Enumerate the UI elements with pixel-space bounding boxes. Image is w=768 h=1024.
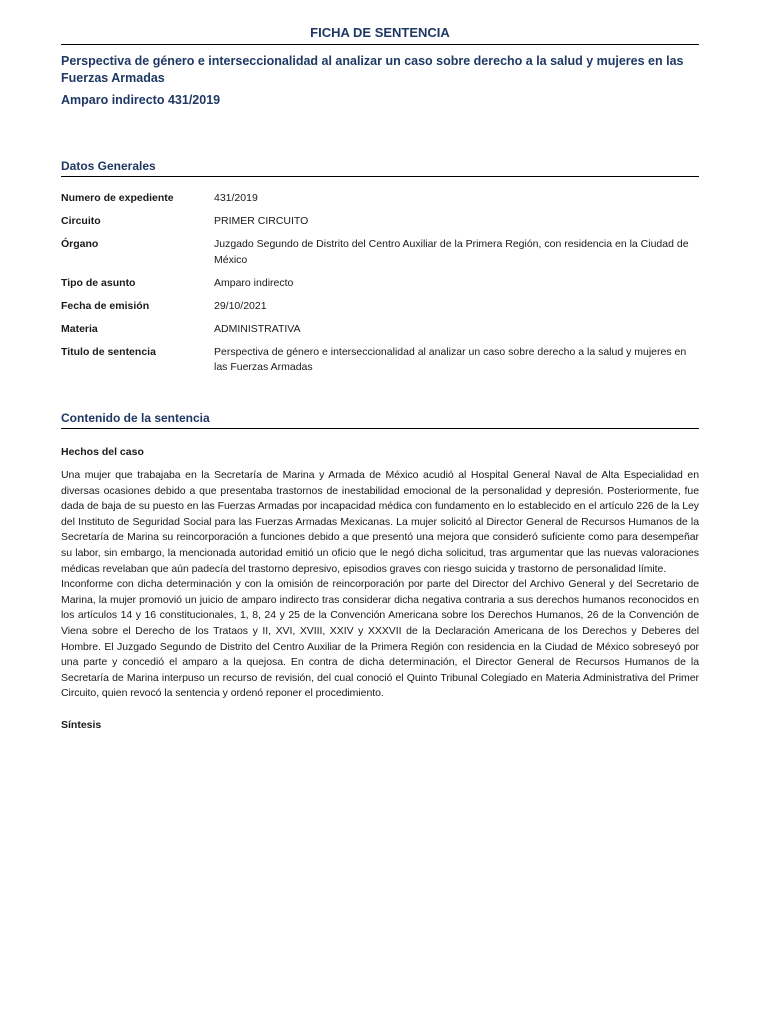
general-data-row: [61, 299, 699, 322]
field-label: Numero de expediente: [61, 192, 174, 204]
general-data-row: [61, 276, 699, 299]
general-data-heading: Datos Generales: [61, 159, 156, 173]
content-heading: Contenido de la sentencia: [61, 411, 210, 425]
field-label: Titulo de sentencia: [61, 345, 156, 358]
field-label: Órgano: [61, 238, 99, 250]
general-data-divider: [61, 176, 699, 177]
facts-paragraph: Una mujer que trabajaba en la Secretaría de Marina y Armada de México acudió al Hospital General Naval de Alta Especialidad en diversas ocasiones debido a que presentaba trastornos de inestabilidad emocional de la personalidad y depresión. Posteriormente, fue dada de baja de su puesto en las Fuerzas Armadas por incapacidad médica con fundamento en lo establecido en el artículo 226 de la Ley del Instituto de Seguridad Social para las Fuerzas Armadas Mexicanas. La mujer solicitó al Director General de Recursos Humanos de la Secretaría de Marina su reincorporación a funciones debido a que presentó una mejora que consideró suficiente como para desempeñar su labor, sin embargo, la mencionada autoridad emitió un oficio que le negó dicha solicitud, tras argumentar que las nuevas valoraciones médicas revelaban que aún padecía del trastorno depresivo, episodios graves con riesgo suicida y trastorno de personalidad límite.: [61, 469, 699, 575]
general-data-table: [61, 191, 699, 383]
general-data-row: [61, 322, 699, 345]
facts-paragraph: Inconforme con dicha determinación y con la omisión de reincorporación por parte del Director del Archivo General y del Secretario de Marina, la mujer promovió un juicio de amparo indirecto tras considerar dicha negativa contraria a sus derechos humanos reconocidos en los artículos 14 y 16 constitucionales, 1, 8, 24 y 25 de la Convención Americana sobre los Derechos Humanos, 26 de la Convención de Viena sobre el Derecho de los Trataos y II, XVI, XVIII, XXIV y XXXVII de la Declaración Americana de los Derechos y Deberes del Hombre. El Juzgado Segundo de Distrito del Centro Auxiliar de la Primera Región con residencia en la Ciudad de México sobreseyó por una parte y concedió el amparo a la quejosa. En contra de dicha determinación, el Director General de Recursos Humanos de la Secretaría de Marina interpuso un recurso de revisión, del cual conoció el Quinto Tribunal Colegiado en Materia Administrativa del Primer Circuito, quien revocó la sentencia y ordenó reponer el procedimiento.: [61, 578, 699, 700]
field-value: ADMINISTRATIVA: [214, 322, 301, 335]
facts-heading: Hechos del caso: [61, 446, 144, 458]
general-data-row: [61, 191, 699, 214]
field-value: Perspectiva de género e interseccionalidad al analizar un caso sobre derecho a la salud y mujeres en las Fuerzas Armadas: [214, 345, 687, 373]
case-title: Perspectiva de género e interseccionalidad al analizar un caso sobre derecho a la salud y mujeres en las Fuerzas Armadas: [61, 54, 684, 85]
field-value: Juzgado Segundo de Distrito del Centro Auxiliar de la Primera Región, con residencia en la Ciudad de México: [214, 238, 689, 266]
synthesis-heading: Síntesis: [61, 718, 102, 731]
field-label: Fecha de emisión: [61, 299, 150, 312]
title-divider: [61, 44, 699, 45]
facts-body: [61, 468, 699, 702]
field-label: Materia: [61, 322, 98, 335]
general-data-row: [61, 237, 699, 276]
content-divider: [61, 428, 699, 429]
field-value: 29/10/2021: [214, 299, 267, 312]
field-value: Amparo indirecto: [214, 276, 294, 289]
general-data-row: [61, 214, 699, 237]
general-data-row: [61, 345, 699, 384]
document-page: [61, 0, 699, 732]
case-number: Amparo indirecto 431/2019: [61, 93, 221, 107]
field-value: 431/2019: [214, 192, 258, 204]
field-label: Circuito: [61, 215, 101, 227]
field-label: Tipo de asunto: [61, 276, 136, 289]
field-value: PRIMER CIRCUITO: [214, 215, 309, 227]
document-title: FICHA DE SENTENCIA: [310, 25, 450, 40]
